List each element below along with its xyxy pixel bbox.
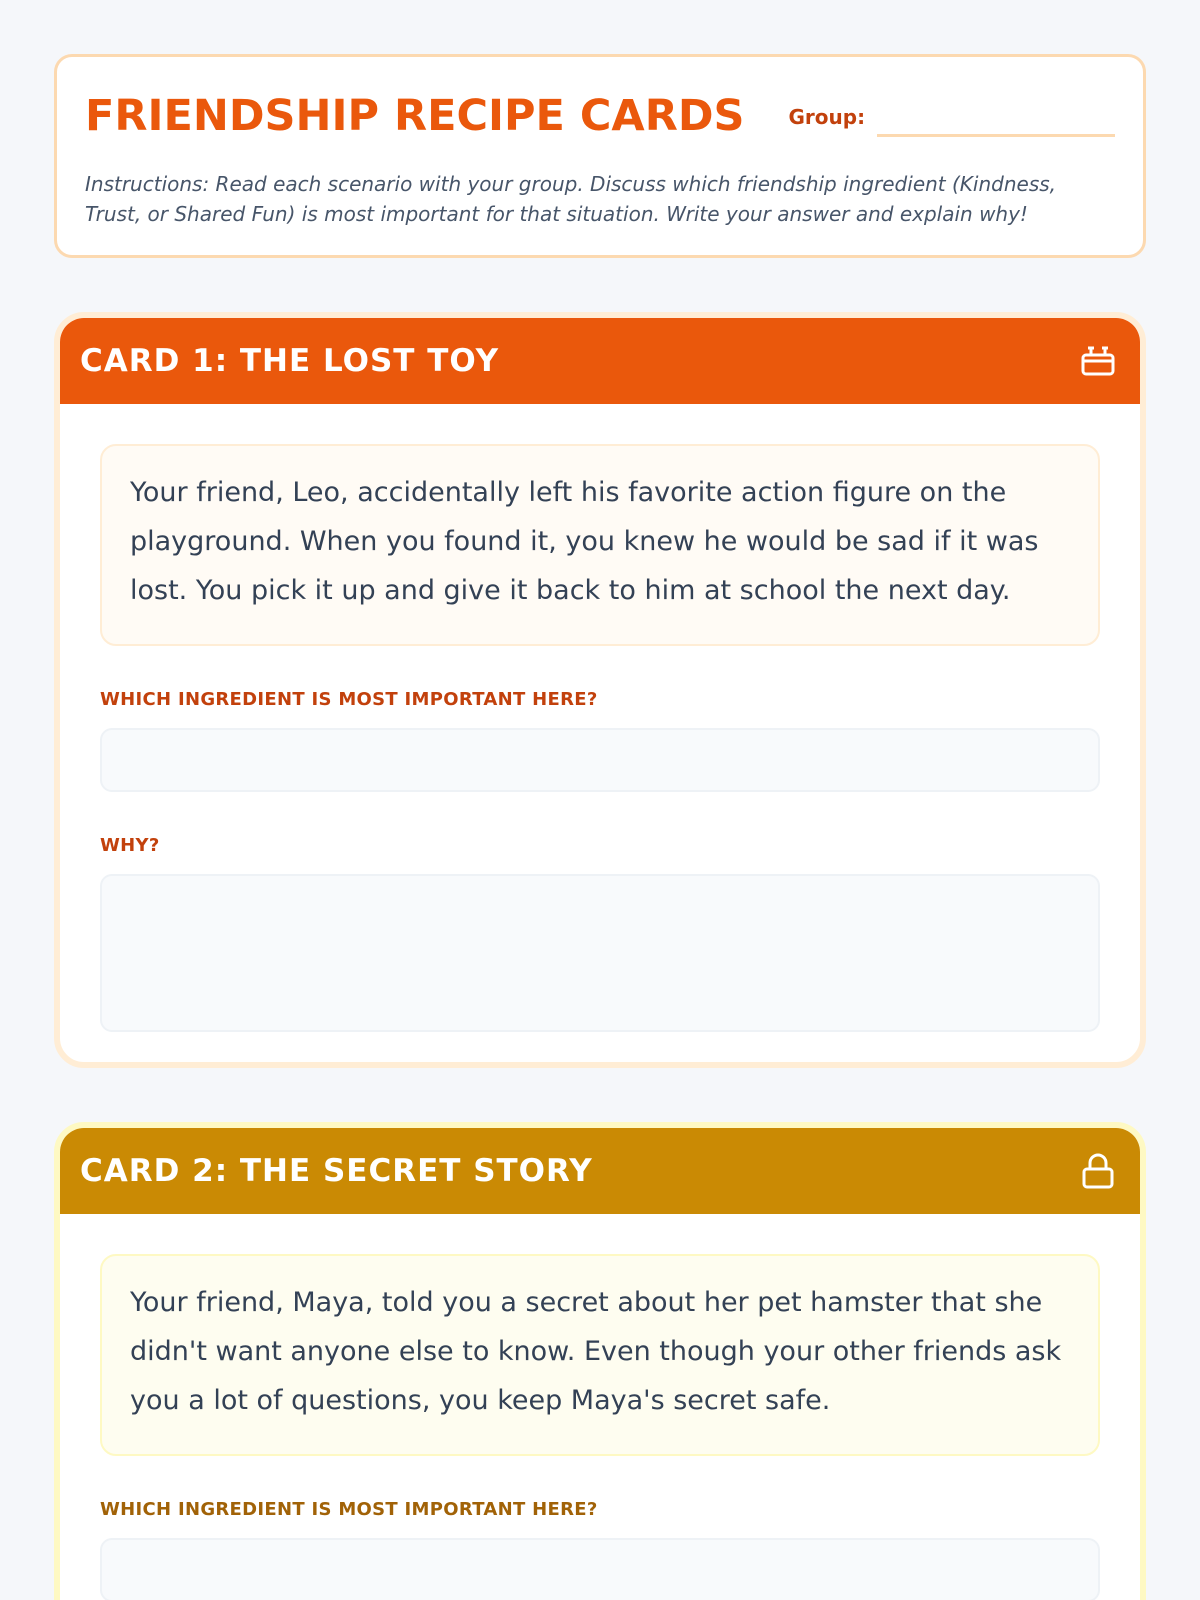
scenario-text: Your friend, Leo, accidentally left his favorite action figure on the playground. When you found it, you knew he would be sad if it was lost. You pick it up and give it back to him at school the next day.: [100, 444, 1100, 646]
scenario-text: Your friend, Maya, told you a secret about her pet hamster that she didn't want anyone else to know. Even though your other friends ask you a lot of questions, you keep Maya's secret safe.: [100, 1254, 1100, 1456]
ingredient-input[interactable]: [100, 728, 1100, 792]
gift-icon: [1078, 341, 1118, 381]
recipe-card-1: [54, 312, 1146, 1068]
card-title: CARD 1: THE LOST TOY: [80, 343, 500, 379]
card-body: [60, 1214, 1140, 1600]
ingredient-label: WHICH INGREDIENT IS MOST IMPORTANT HERE?: [100, 689, 598, 710]
why-textarea[interactable]: [100, 874, 1100, 1032]
page-title: FRIENDSHIP RECIPE CARDS: [85, 91, 745, 141]
card-body: [60, 404, 1140, 1032]
group-label: Group:: [788, 105, 866, 129]
instructions-text: Instructions: Read each scenario with your group. Discuss which friendship ingredient (Kindness, Trust, or Shared Fun) is most important for that situation. Write your answer and explain why!: [85, 172, 1057, 226]
worksheet-header: [54, 54, 1146, 258]
card-header: [60, 1128, 1140, 1214]
card-header: [60, 318, 1140, 404]
header-row: [85, 87, 1115, 145]
ingredient-input[interactable]: [100, 1538, 1100, 1600]
recipe-card-2: [54, 1122, 1146, 1600]
card-title: CARD 2: THE SECRET STORY: [80, 1153, 593, 1189]
lock-icon: [1078, 1151, 1118, 1191]
ingredient-label: WHICH INGREDIENT IS MOST IMPORTANT HERE?: [100, 1499, 598, 1520]
why-label: WHY?: [100, 835, 160, 856]
group-name-field[interactable]: [877, 91, 1115, 137]
